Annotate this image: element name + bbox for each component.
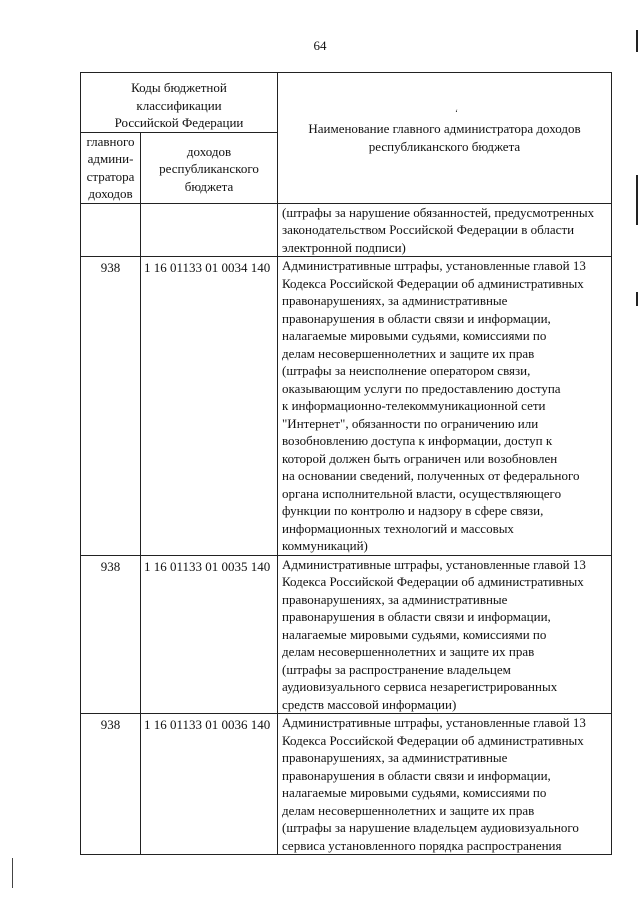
table-row [81,203,612,257]
description-line: правонарушениях, за административные [282,293,508,308]
table-row [81,555,612,714]
scan-edge-mark-top [636,30,638,52]
description-cell [278,714,612,855]
description-line: к информационно-телекоммуникационной сети [282,398,546,413]
description-line: Кодекса Российской Федерации об административных [282,275,584,291]
description-line: (штрафы за нарушение обязанностей, предусмотренных [282,204,595,220]
description-line: Административные штрафы, установленные главой 13 [282,258,586,273]
description-cell [278,203,612,257]
description-line: налагаемые мировыми судьями, комиссиями по [282,785,547,800]
description-line: (штрафы за нарушение владельцем аудиовизуального [282,820,579,835]
description-line: законодательством Российской Федерации в области [282,222,575,237]
budget-code-cell: 1 16 01133 01 0034 140 [141,257,278,556]
description-line: на основании сведений, полученных от федерального [282,468,580,483]
description-cell [278,257,612,556]
header-codes-group: Коды бюджетной классификации Российской Федерации [81,73,278,133]
table-row [81,714,612,855]
description-line: делам несовершеннолетних и защите их прав [282,644,535,659]
description-line: правонарушения в области связи и информации, [282,767,551,783]
administrator-code-cell: 938 [81,257,141,556]
description-line: (штрафы за неисполнение оператором связи, [282,363,531,378]
description-line: электронной подписи) [282,239,406,255]
budget-code-cell: 1 16 01133 01 0036 140 [141,714,278,855]
scan-speck: ‘ [455,108,458,118]
description-line: коммуникаций) [282,538,368,553]
description-line: возобновлению доступа к информации, доступ к [282,433,553,448]
administrator-code-cell [81,203,141,257]
description-line: сервиса установленного порядка распространения [282,837,562,853]
table-header-row [81,73,612,133]
description-line: делам несовершеннолетних и защите их прав [282,802,535,818]
description-line: правонарушения в области связи и информации, [282,310,551,326]
description-line: информационных технологий и массовых [282,520,514,536]
description-line: функции по контролю и надзору в сфере связи, [282,503,544,518]
description-line: (штрафы за распространение владельцем [282,661,511,677]
description-line: Административные штрафы, установленные главой 13 [282,715,586,730]
administrator-code-cell: 938 [81,555,141,714]
description-line: аудиовизуального сервиса незарегистрированных [282,679,558,694]
description-line: правонарушения в области связи и информации, [282,609,551,624]
header-republic-budget-income: доходов республиканского бюджета [141,132,278,203]
budget-classification-table [80,72,612,855]
description-line: Кодекса Российской Федерации об административных [282,574,584,589]
administrator-code-cell: 938 [81,714,141,855]
description-line: Кодекса Российской Федерации об административных [282,732,584,748]
page-number: 64 [313,38,327,53]
header-main-administrator: главного админи- стратора доходов [81,132,141,203]
scan-edge-mark-left [12,858,13,888]
description-line: которой должен быть ограничен или возобновлен [282,450,558,466]
description-line: правонарушениях, за административные [282,750,508,765]
description-line: "Интернет", обязанности по ограничению или [282,415,539,431]
scan-edge-mark-middle [636,175,638,225]
budget-code-cell [141,203,278,257]
description-line: оказывающим услуги по предоставлению доступа [282,380,561,396]
description-line: правонарушениях, за административные [282,591,508,607]
description-cell [278,555,612,714]
scan-edge-mark-lower [636,292,638,306]
description-line: средств массовой информации) [282,696,457,712]
description-line: органа исполнительной власти, осуществляющего [282,485,562,501]
description-line: Административные штрафы, установленные главой 13 [282,556,586,572]
header-administrator-name: Наименование главного администратора доходов республиканского бюджета [278,73,612,204]
budget-code-cell: 1 16 01133 01 0035 140 [141,555,278,714]
description-line: налагаемые мировыми судьями, комиссиями по [282,328,547,343]
description-line: налагаемые мировыми судьями, комиссиями по [282,626,547,642]
table-row [81,257,612,556]
description-line: делам несовершеннолетних и защите их прав [282,345,535,361]
